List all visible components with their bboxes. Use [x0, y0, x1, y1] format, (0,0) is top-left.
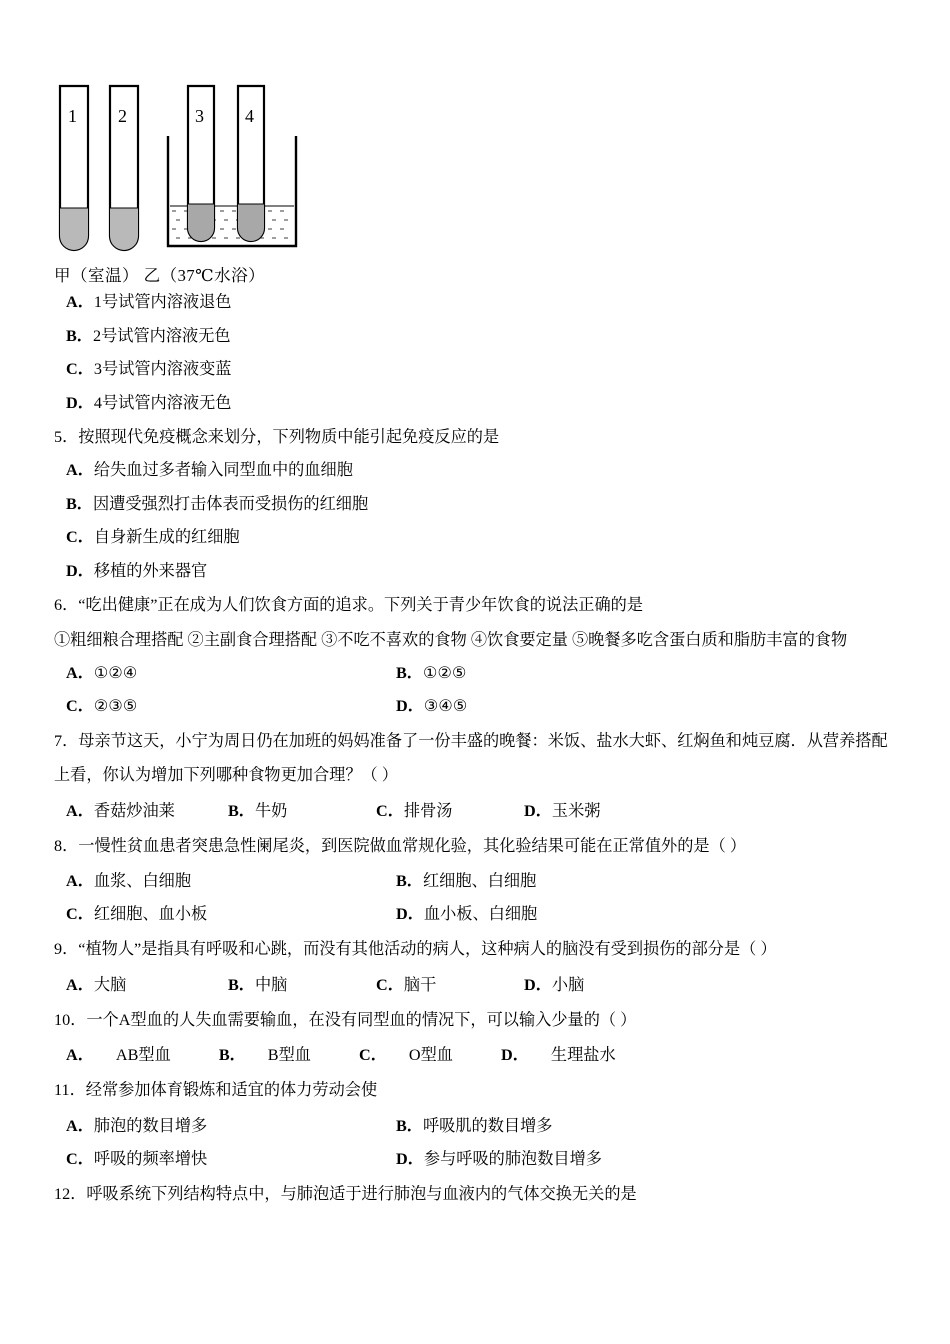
option-text: 移植的外来器官: [93, 562, 208, 580]
option-item: [228, 797, 376, 821]
option-item: [228, 971, 376, 995]
option-label: D．: [396, 697, 424, 716]
question-stem: 9．“植物人”是指具有呼吸和心跳，而没有其他活动的病人，这种病人的脑没有受到损伤的部分是（ ）: [54, 940, 777, 959]
option-label: A．: [66, 1117, 94, 1135]
option-row: [40, 692, 912, 716]
option-item: [396, 900, 537, 924]
option-label: A．: [66, 293, 94, 311]
option-label: C．: [376, 801, 404, 820]
option-text: O型血: [408, 1046, 453, 1065]
option-label: C．: [66, 697, 94, 716]
option-item: [66, 797, 228, 821]
option-label: D．: [501, 1046, 529, 1065]
question-stem: 6．“吃出健康”正在成为人们饮食方面的追求。下列关于青少年饮食的说法正确的是: [54, 595, 644, 614]
option-item: [66, 971, 228, 995]
option-text: 小脑: [551, 975, 585, 994]
option-item: [66, 1046, 193, 1064]
option-text: 脑干: [403, 975, 437, 994]
option-text: 牛奶: [254, 801, 288, 820]
option-label: B．: [66, 326, 93, 345]
option-label: B．: [228, 801, 255, 820]
option-text: 红细胞、白细胞: [422, 872, 537, 891]
option-text: 生理盐水: [550, 1046, 616, 1065]
experiment-figure: [48, 78, 348, 290]
option-text: ③④⑤: [423, 697, 468, 716]
option-item: [219, 1046, 333, 1064]
option-label: A．: [66, 801, 94, 820]
option-item: [396, 1112, 552, 1136]
option-label: C．: [359, 1046, 387, 1065]
option-row: [40, 867, 912, 891]
option-text: 给失血过多者输入同型血中的血细胞: [93, 461, 353, 480]
option-text: 香菇炒油莱: [93, 801, 175, 820]
option-item: [66, 1145, 396, 1169]
option-label: B．: [218, 1046, 246, 1065]
option-text: AB型血: [115, 1046, 171, 1065]
option-label: A．: [66, 872, 94, 891]
svg-text:1: 1: [68, 106, 77, 126]
option-row: [40, 971, 912, 995]
question-sub-statements: ①粗细粮合理搭配 ②主副食合理搭配 ③不吃不喜欢的食物 ④饮食要定量 ⑤晚餐多吃含蛋白质和脂肪丰富的食物: [54, 631, 848, 650]
option-label: D．: [66, 562, 94, 580]
option-text: 自身新生成的红细胞: [93, 528, 240, 547]
question-stem: 12．呼吸系统下列结构特点中，与肺泡适于进行肺泡与血液内的气体交换无关的是: [54, 1185, 637, 1203]
option-item: [66, 659, 396, 683]
option-item: [524, 797, 672, 821]
option-row: [40, 797, 912, 821]
option-label: C．: [66, 905, 94, 924]
option-item: [359, 1046, 475, 1064]
option-label: D．: [66, 393, 94, 412]
option-text: 呼吸肌的数目增多: [422, 1117, 553, 1135]
option-item: [66, 867, 396, 891]
option-label: D．: [524, 801, 552, 820]
option-label: A．: [66, 1046, 94, 1065]
option-text: ②③⑤: [93, 697, 138, 716]
option-item: [40, 290, 912, 315]
option-text: 排骨汤: [403, 801, 453, 820]
option-label: D．: [396, 1150, 424, 1168]
option-label: B．: [396, 1117, 423, 1135]
option-item: [40, 458, 912, 483]
option-text: 中脑: [254, 975, 288, 994]
option-item: [40, 391, 912, 416]
option-text: 呼吸的频率增快: [93, 1150, 208, 1168]
option-label: B．: [66, 494, 93, 513]
option-item: [66, 1112, 396, 1136]
question-stem: 8．一慢性贫血患者突患急性阑尾炎，到医院做血常规化验，其化验结果可能在正常值外的是（ ）: [54, 836, 747, 855]
option-row: [40, 1145, 912, 1169]
tube-3: [188, 86, 214, 241]
tube-1: [60, 86, 88, 250]
option-text: 3号试管内溶液变蓝: [93, 360, 232, 379]
option-text: 玉米粥: [551, 801, 601, 820]
option-text: 2号试管内溶液无色: [92, 326, 231, 345]
figure-caption: 甲（室温） 乙（37℃水浴）: [54, 266, 266, 285]
tube-2: [110, 86, 138, 250]
option-item: [501, 1046, 638, 1064]
option-text: 大脑: [93, 975, 127, 994]
option-row: [40, 1041, 912, 1065]
test-tube-diagram: [48, 78, 348, 268]
question-stem: 11．经常参加体育锻炼和适宜的体力劳动会使: [54, 1081, 378, 1100]
option-item: [396, 1145, 602, 1169]
option-item: [524, 971, 672, 995]
option-label: B．: [228, 975, 255, 994]
option-text: 肺泡的数目增多: [93, 1117, 208, 1135]
option-text: 血小板、白细胞: [423, 905, 538, 924]
option-item: [66, 692, 396, 716]
option-text: 红细胞、血小板: [93, 905, 208, 924]
svg-text:4: 4: [245, 106, 254, 126]
option-label: A．: [66, 664, 94, 683]
option-item: [40, 357, 912, 382]
question-stem-cont: 上看，你认为增加下列哪种食物更加合理？（ ）: [54, 765, 398, 784]
option-text: ①②⑤: [422, 664, 467, 683]
option-label: C．: [66, 1150, 94, 1168]
option-item: [396, 659, 467, 683]
question-stem: 5．按照现代免疫概念来划分，下列物质中能引起免疫反应的是: [54, 427, 500, 446]
option-text: B型血: [267, 1046, 311, 1065]
tube-4: [238, 86, 264, 241]
option-label: B．: [396, 872, 423, 891]
option-item: [40, 492, 912, 517]
option-row: [40, 900, 912, 924]
option-item: [40, 559, 912, 584]
option-item: [376, 797, 524, 821]
option-label: A．: [66, 461, 94, 480]
option-label: D．: [396, 905, 424, 924]
option-label: D．: [524, 975, 552, 994]
option-text: ①②④: [93, 664, 138, 683]
option-label: C．: [66, 528, 94, 547]
option-text: 参与呼吸的肺泡数目增多: [423, 1150, 602, 1168]
question-stem: 7．母亲节这天，小宁为周日仍在加班的妈妈准备了一份丰盛的晚餐：米饭、盐水大虾、红焖鱼和炖豆腐．从营养搭配: [54, 732, 888, 751]
option-item: [66, 900, 396, 924]
option-row: [40, 1112, 912, 1136]
option-label: B．: [396, 664, 423, 683]
svg-text:2: 2: [118, 106, 127, 126]
question-stem: 10．一个A型血的人失血需要输血，在没有同型血的情况下，可以输入少量的（ ）: [54, 1010, 637, 1029]
option-text: 4号试管内溶液无色: [93, 393, 232, 412]
option-item: [376, 971, 524, 995]
option-label: C．: [376, 975, 404, 994]
svg-text:3: 3: [195, 106, 204, 126]
option-item: [40, 324, 912, 349]
document-content: [40, 78, 912, 1216]
option-label: A．: [66, 975, 94, 994]
option-item: [396, 867, 536, 891]
option-item: [396, 692, 467, 716]
option-row: [40, 659, 912, 683]
option-label: C．: [66, 360, 94, 379]
option-text: 因遭受强烈打击体表而受损伤的红细胞: [92, 494, 369, 513]
option-item: [40, 525, 912, 550]
option-text: 血浆、白细胞: [93, 872, 192, 891]
option-text: 1号试管内溶液退色: [93, 293, 232, 311]
